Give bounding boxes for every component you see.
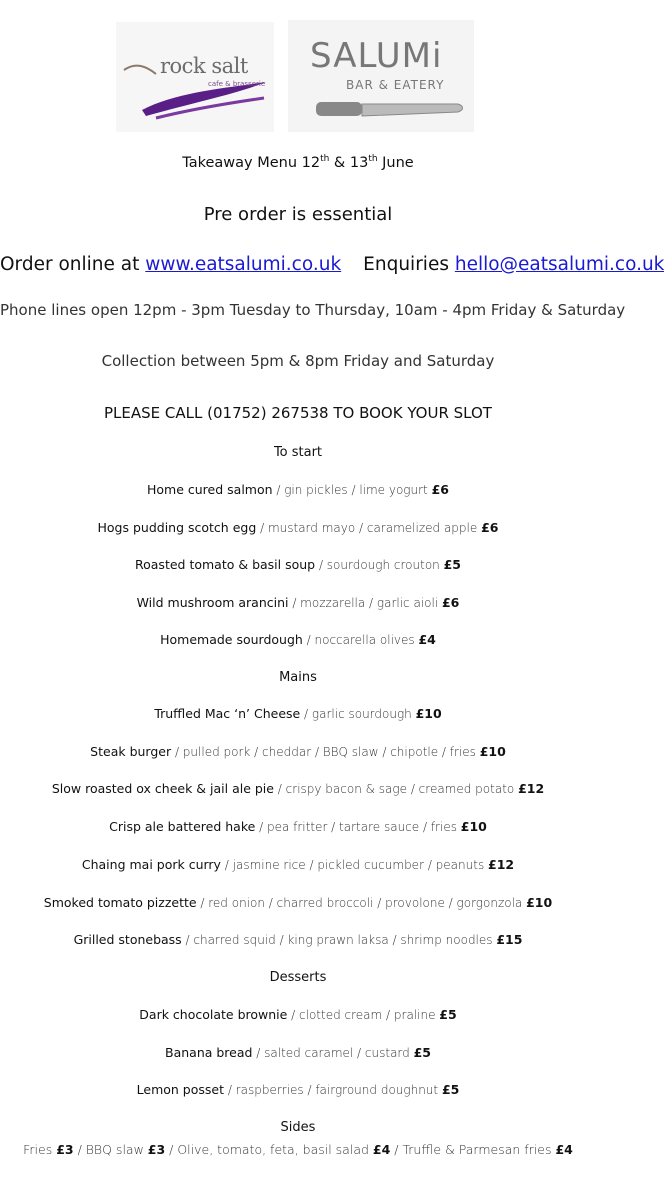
side-item-name: / BBQ slaw: [73, 1142, 148, 1157]
salumi-subtitle: BAR & EATERY: [346, 78, 445, 92]
menu-item-price: £10: [415, 706, 442, 721]
email-link[interactable]: hello@eatsalumi.co.uk: [454, 254, 664, 275]
menu-item: [0, 706, 596, 721]
menu-item: [0, 520, 596, 535]
side-item-price: £3: [56, 1142, 74, 1157]
order-line: Order online at www.eatsalumi.co.uk Enquiries hello@eatsalumi.co.uk: [0, 254, 664, 275]
side-item-name: / Olive, tomato, feta, basil salad: [165, 1142, 373, 1157]
menu-title: Takeaway Menu 12th & 13th June: [182, 154, 414, 171]
menu-item-name: Lemon posset: [136, 1082, 224, 1097]
menu-item-price: £5: [439, 1007, 457, 1022]
menu-item: [0, 482, 596, 497]
menu-item-description: / gin pickles / lime yogurt: [272, 483, 432, 497]
menu-item-description: / charred squid / king prawn laksa / shrimp noodles: [181, 933, 497, 948]
menu-item-name: Chaing mai pork curry: [81, 856, 221, 872]
menu-item-description: / crispy bacon & sage / creamed potato: [273, 782, 519, 797]
menu-item-name: Truffled Mac ‘n’ Cheese: [154, 706, 301, 721]
menu-item-description: / mozzarella / garlic aioli: [288, 595, 442, 610]
menu-item: [0, 932, 596, 947]
menu-item-description: / salted caramel / custard: [252, 1045, 414, 1060]
collection-times: Collection between 5pm & 8pm Friday and Saturday: [101, 352, 495, 370]
menu-item-name: Dark chocolate brownie: [139, 1007, 288, 1022]
side-item-price: £4: [372, 1142, 391, 1157]
menu-item: [0, 895, 596, 910]
menu-item-price: £10: [526, 894, 553, 910]
menu-item-description: / raspberries / fairground doughnut: [224, 1083, 442, 1097]
website-link[interactable]: www.eatsalumi.co.uk: [145, 254, 342, 275]
menu-item-name: Banana bread: [165, 1044, 253, 1060]
menu-item-description: / pea fritter / tartare sauce / fries: [255, 820, 461, 835]
menu-item-name: Steak burger: [90, 743, 172, 759]
menu-item: [0, 819, 596, 834]
section-mains: Mains: [279, 670, 317, 685]
menu-item-name: Roasted tomato & basil soup: [135, 557, 316, 572]
menu-item-name: Smoked tomato pizzette: [43, 894, 197, 910]
rock-salt-subtitle: cafe & brasserie: [208, 80, 266, 88]
menu-item: [0, 744, 596, 759]
side-item-price: £4: [555, 1142, 573, 1157]
knife-icon: [288, 20, 474, 132]
rock-salt-title: rock salt: [160, 54, 248, 78]
menu-item-price: £6: [431, 482, 449, 497]
menu-item-price: £5: [443, 557, 461, 572]
menu-item-description: / noccarella olives: [302, 633, 419, 647]
menu-item-description: / mustard mayo / caramelized apple: [256, 520, 482, 535]
menu-item-price: £12: [518, 781, 545, 797]
salumi-title: SALUMi: [310, 36, 443, 76]
menu-item: [0, 857, 596, 872]
menu-item-price: £5: [413, 1044, 431, 1060]
menu-item-description: / sourdough crouton: [315, 558, 444, 572]
logo-strip: [0, 10, 596, 128]
rock-salt-logo: [116, 22, 274, 132]
side-item-price: £3: [147, 1142, 166, 1157]
preorder-notice: Pre order is essential: [203, 204, 393, 225]
menu-item-description: / red onion / charred broccoli / provolone / gorgonzola: [196, 895, 527, 910]
menu-item-price: £15: [496, 932, 523, 948]
menu-item-price: £4: [418, 632, 436, 647]
phone-lines: Phone lines open 12pm - 3pm Tuesday to Thursday, 10am - 4pm Friday & Saturday: [0, 301, 626, 319]
menu-item-name: Homemade sourdough: [160, 632, 303, 647]
menu-item-price: £6: [481, 519, 499, 535]
side-item-name: Fries: [23, 1142, 57, 1157]
menu-item: [0, 1045, 596, 1060]
menu-item-description: / jasmine rice / pickled cucumber / peanuts: [220, 857, 489, 872]
menu-item: [0, 1082, 596, 1097]
salumi-logo: [288, 20, 474, 132]
sides-line: [0, 1142, 596, 1157]
section-to-start: To start: [273, 445, 323, 460]
call-to-book: PLEASE CALL (01752) 267538 TO BOOK YOUR SLOT: [104, 404, 492, 422]
menu-item-description: / clotted cream / praline: [287, 1008, 440, 1022]
menu-item: [0, 781, 596, 796]
section-sides: Sides: [280, 1120, 316, 1135]
menu-item: [0, 632, 596, 647]
menu-item-name: Home cured salmon: [147, 482, 273, 497]
menu-item-price: £10: [479, 743, 506, 759]
section-desserts: Desserts: [269, 970, 327, 985]
menu-item-name: Slow roasted ox cheek & jail ale pie: [51, 781, 274, 797]
menu-item-name: Wild mushroom arancini: [136, 594, 289, 610]
menu-item-name: Hogs pudding scotch egg: [97, 519, 257, 535]
menu-item: [0, 557, 596, 572]
menu-item-price: £10: [460, 819, 487, 835]
menu-item: [0, 1007, 596, 1022]
menu-item-price: £6: [441, 594, 460, 610]
menu-item-price: £5: [441, 1082, 460, 1097]
side-item-name: / Truffle & Parmesan fries: [390, 1142, 556, 1157]
menu-item-name: Crisp ale battered hake: [109, 819, 256, 835]
menu-item-price: £12: [488, 856, 515, 872]
menu-item-description: / garlic sourdough: [300, 707, 416, 721]
menu-item-name: Grilled stonebass: [73, 932, 182, 948]
menu-item: [0, 595, 596, 610]
menu-item-description: / pulled pork / cheddar / BBQ slaw / chipotle / fries: [171, 744, 480, 759]
